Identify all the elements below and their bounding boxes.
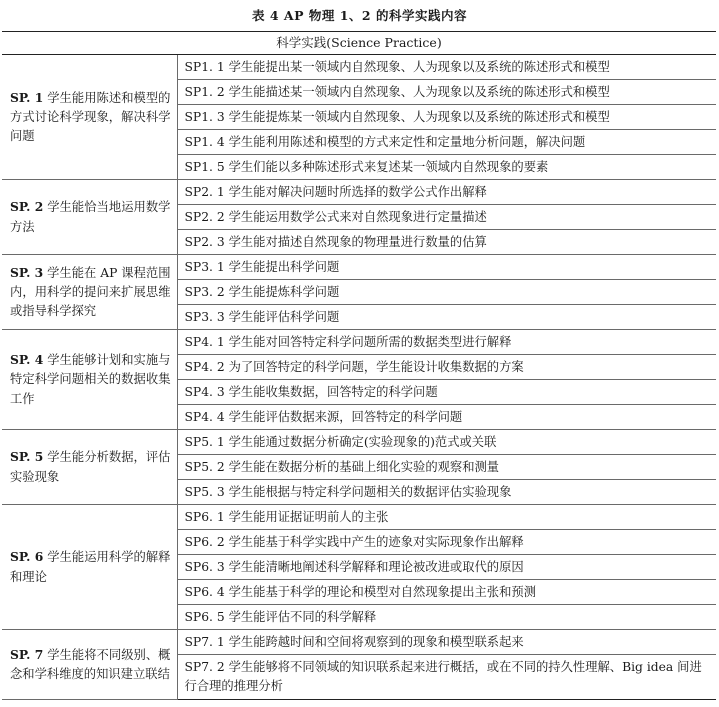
- sub-practice-cell: SP1. 2 学生能描述某一领域内自然现象、人为现象以及系统的陈述形式和模型: [177, 80, 716, 105]
- practice-description: 学生能恰当地运用数学方法: [10, 200, 171, 234]
- practice-cell-sp4: [2, 330, 177, 430]
- sub-practice-cell: SP1. 3 学生能提炼某一领域内自然现象、人为现象以及系统的陈述形式和模型: [177, 105, 716, 130]
- science-practice-table: [2, 31, 716, 700]
- sub-practice-cell: SP2. 1 学生能对解决问题时所选择的数学公式作出解释: [177, 180, 716, 205]
- table-row: [2, 330, 716, 355]
- sub-practice-cell: SP5. 3 学生能根据与特定科学问题相关的数据评估实验现象: [177, 480, 716, 505]
- practice-code: SP. 4: [10, 352, 44, 368]
- practice-cell-sp6: [2, 505, 177, 630]
- practice-cell-sp7: [2, 630, 177, 700]
- table-header-row: [2, 32, 716, 55]
- sub-practice-cell: SP1. 5 学生们能以多种陈述形式来复述某一领域内自然现象的要素: [177, 155, 716, 180]
- sub-practice-cell: SP4. 1 学生能对回答特定科学问题所需的数据类型进行解释: [177, 330, 716, 355]
- practice-description: 学生能够计划和实施与特定科学问题相关的数据收集工作: [10, 353, 171, 406]
- practice-description: 学生能分析数据，评估实验现象: [10, 450, 171, 484]
- practice-code: SP. 1: [10, 89, 44, 105]
- practice-description: 学生能用陈述和模型的方式讨论科学现象，解决科学问题: [10, 90, 171, 144]
- practice-cell-sp5: [2, 430, 177, 505]
- practice-cell-sp2: [2, 180, 177, 255]
- sub-practice-cell: SP6. 1 学生能用证据证明前人的主张: [177, 505, 716, 530]
- sub-practice-cell: SP7. 1 学生能跨越时间和空间将观察到的现象和模型联系起来: [177, 630, 716, 655]
- practice-code: SP. 2: [10, 199, 44, 215]
- sub-practice-cell: SP7. 2 学生能够将不同领域的知识联系起来进行概括，或在不同的持久性理解、Big idea 间进行合理的推理分析: [177, 655, 716, 700]
- sub-practice-cell: SP3. 1 学生能提出科学问题: [177, 255, 716, 280]
- table-row: [2, 430, 716, 455]
- sub-practice-cell: SP4. 3 学生能收集数据，回答特定的科学问题: [177, 380, 716, 405]
- table-row: [2, 180, 716, 205]
- sub-practice-cell: SP1. 1 学生能提出某一领域内自然现象、人为现象以及系统的陈述形式和模型: [177, 55, 716, 80]
- sub-practice-cell: SP6. 2 学生能基于科学实践中产生的迹象对实际现象作出解释: [177, 530, 716, 555]
- practice-code: SP. 6: [10, 549, 44, 565]
- sub-practice-cell: SP6. 4 学生能基于科学的理论和模型对自然现象提出主张和预测: [177, 580, 716, 605]
- practice-description: 学生能运用科学的解释和理论: [10, 550, 171, 584]
- practice-code: SP. 7: [10, 646, 44, 662]
- practice-cell-sp3: [2, 255, 177, 330]
- sub-practice-cell: SP6. 5 学生能评估不同的科学解释: [177, 605, 716, 630]
- practice-code: SP. 3: [10, 264, 44, 280]
- sub-practice-cell: SP4. 4 学生能评估数据来源，回答特定的科学问题: [177, 405, 716, 430]
- practice-description: 学生能将不同级别、概念和学科维度的知识建立联结: [10, 647, 171, 681]
- table-row: [2, 255, 716, 280]
- sub-practice-cell: SP5. 1 学生能通过数据分析确定(实验现象的)范式或关联: [177, 430, 716, 455]
- table-caption: 表 4 AP 物理 1、2 的科学实践内容: [252, 8, 467, 23]
- sub-practice-cell: SP2. 3 学生能对描述自然现象的物理量进行数量的估算: [177, 230, 716, 255]
- practice-code: SP. 5: [10, 449, 44, 465]
- sub-practice-cell: SP6. 3 学生能清晰地阐述科学解释和理论被改进或取代的原因: [177, 555, 716, 580]
- sub-practice-cell: SP2. 2 学生能运用数学公式来对自然现象进行定量描述: [177, 205, 716, 230]
- sub-practice-cell: SP4. 2 为了回答特定的科学问题，学生能设计收集数据的方案: [177, 355, 716, 380]
- table-header-cell: 科学实践(Science Practice): [2, 32, 716, 55]
- sub-practice-cell: SP5. 2 学生能在数据分析的基础上细化实验的观察和测量: [177, 455, 716, 480]
- sub-practice-cell: SP3. 3 学生能评估科学问题: [177, 305, 716, 330]
- table-row: [2, 505, 716, 530]
- table-row: [2, 55, 716, 80]
- sub-practice-cell: SP1. 4 学生能利用陈述和模型的方式来定性和定量地分析问题，解决问题: [177, 130, 716, 155]
- practice-cell-sp1: [2, 55, 177, 180]
- practice-description: 学生能在 AP 课程范围内，用科学的提问来扩展思维或指导科学探究: [10, 265, 171, 319]
- table-row: [2, 630, 716, 655]
- sub-practice-cell: SP3. 2 学生能提炼科学问题: [177, 280, 716, 305]
